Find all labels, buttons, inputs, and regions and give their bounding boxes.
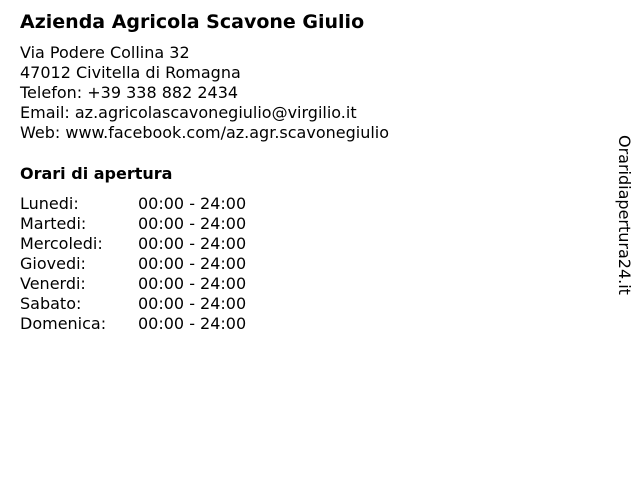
email-text: Email: az.agricolascavonegiulio@virgilio.it xyxy=(20,103,357,122)
day-label: Lunedi: xyxy=(20,194,79,213)
site-watermark: Oraridiapertura24.it xyxy=(615,135,634,295)
address-city: 47012 Civitella di Romagna xyxy=(20,63,241,82)
day-label: Venerdi: xyxy=(20,274,86,293)
time-range: 00:00 - 24:00 xyxy=(138,194,247,213)
day-label: Domenica: xyxy=(20,314,107,333)
day-label: Sabato: xyxy=(20,294,82,313)
time-range: 00:00 - 24:00 xyxy=(138,314,247,333)
day-label: Martedi: xyxy=(20,214,87,233)
time-range: 00:00 - 24:00 xyxy=(138,254,247,273)
opening-hours-heading: Orari di apertura xyxy=(20,164,173,183)
address-street: Via Podere Collina 32 xyxy=(20,43,190,62)
day-label: Mercoledi: xyxy=(20,234,103,253)
time-range: 00:00 - 24:00 xyxy=(138,234,247,253)
business-info xyxy=(20,43,389,143)
time-range: 00:00 - 24:00 xyxy=(138,274,247,293)
time-range: 00:00 - 24:00 xyxy=(138,214,247,233)
time-range: 00:00 - 24:00 xyxy=(138,294,247,313)
phone-text: Telefon: +39 338 882 2434 xyxy=(20,83,239,102)
day-label: Giovedi: xyxy=(20,254,86,273)
business-name: Azienda Agricola Scavone Giulio xyxy=(20,11,365,33)
web-text: Web: www.facebook.com/az.agr.scavonegiulio xyxy=(20,123,390,142)
